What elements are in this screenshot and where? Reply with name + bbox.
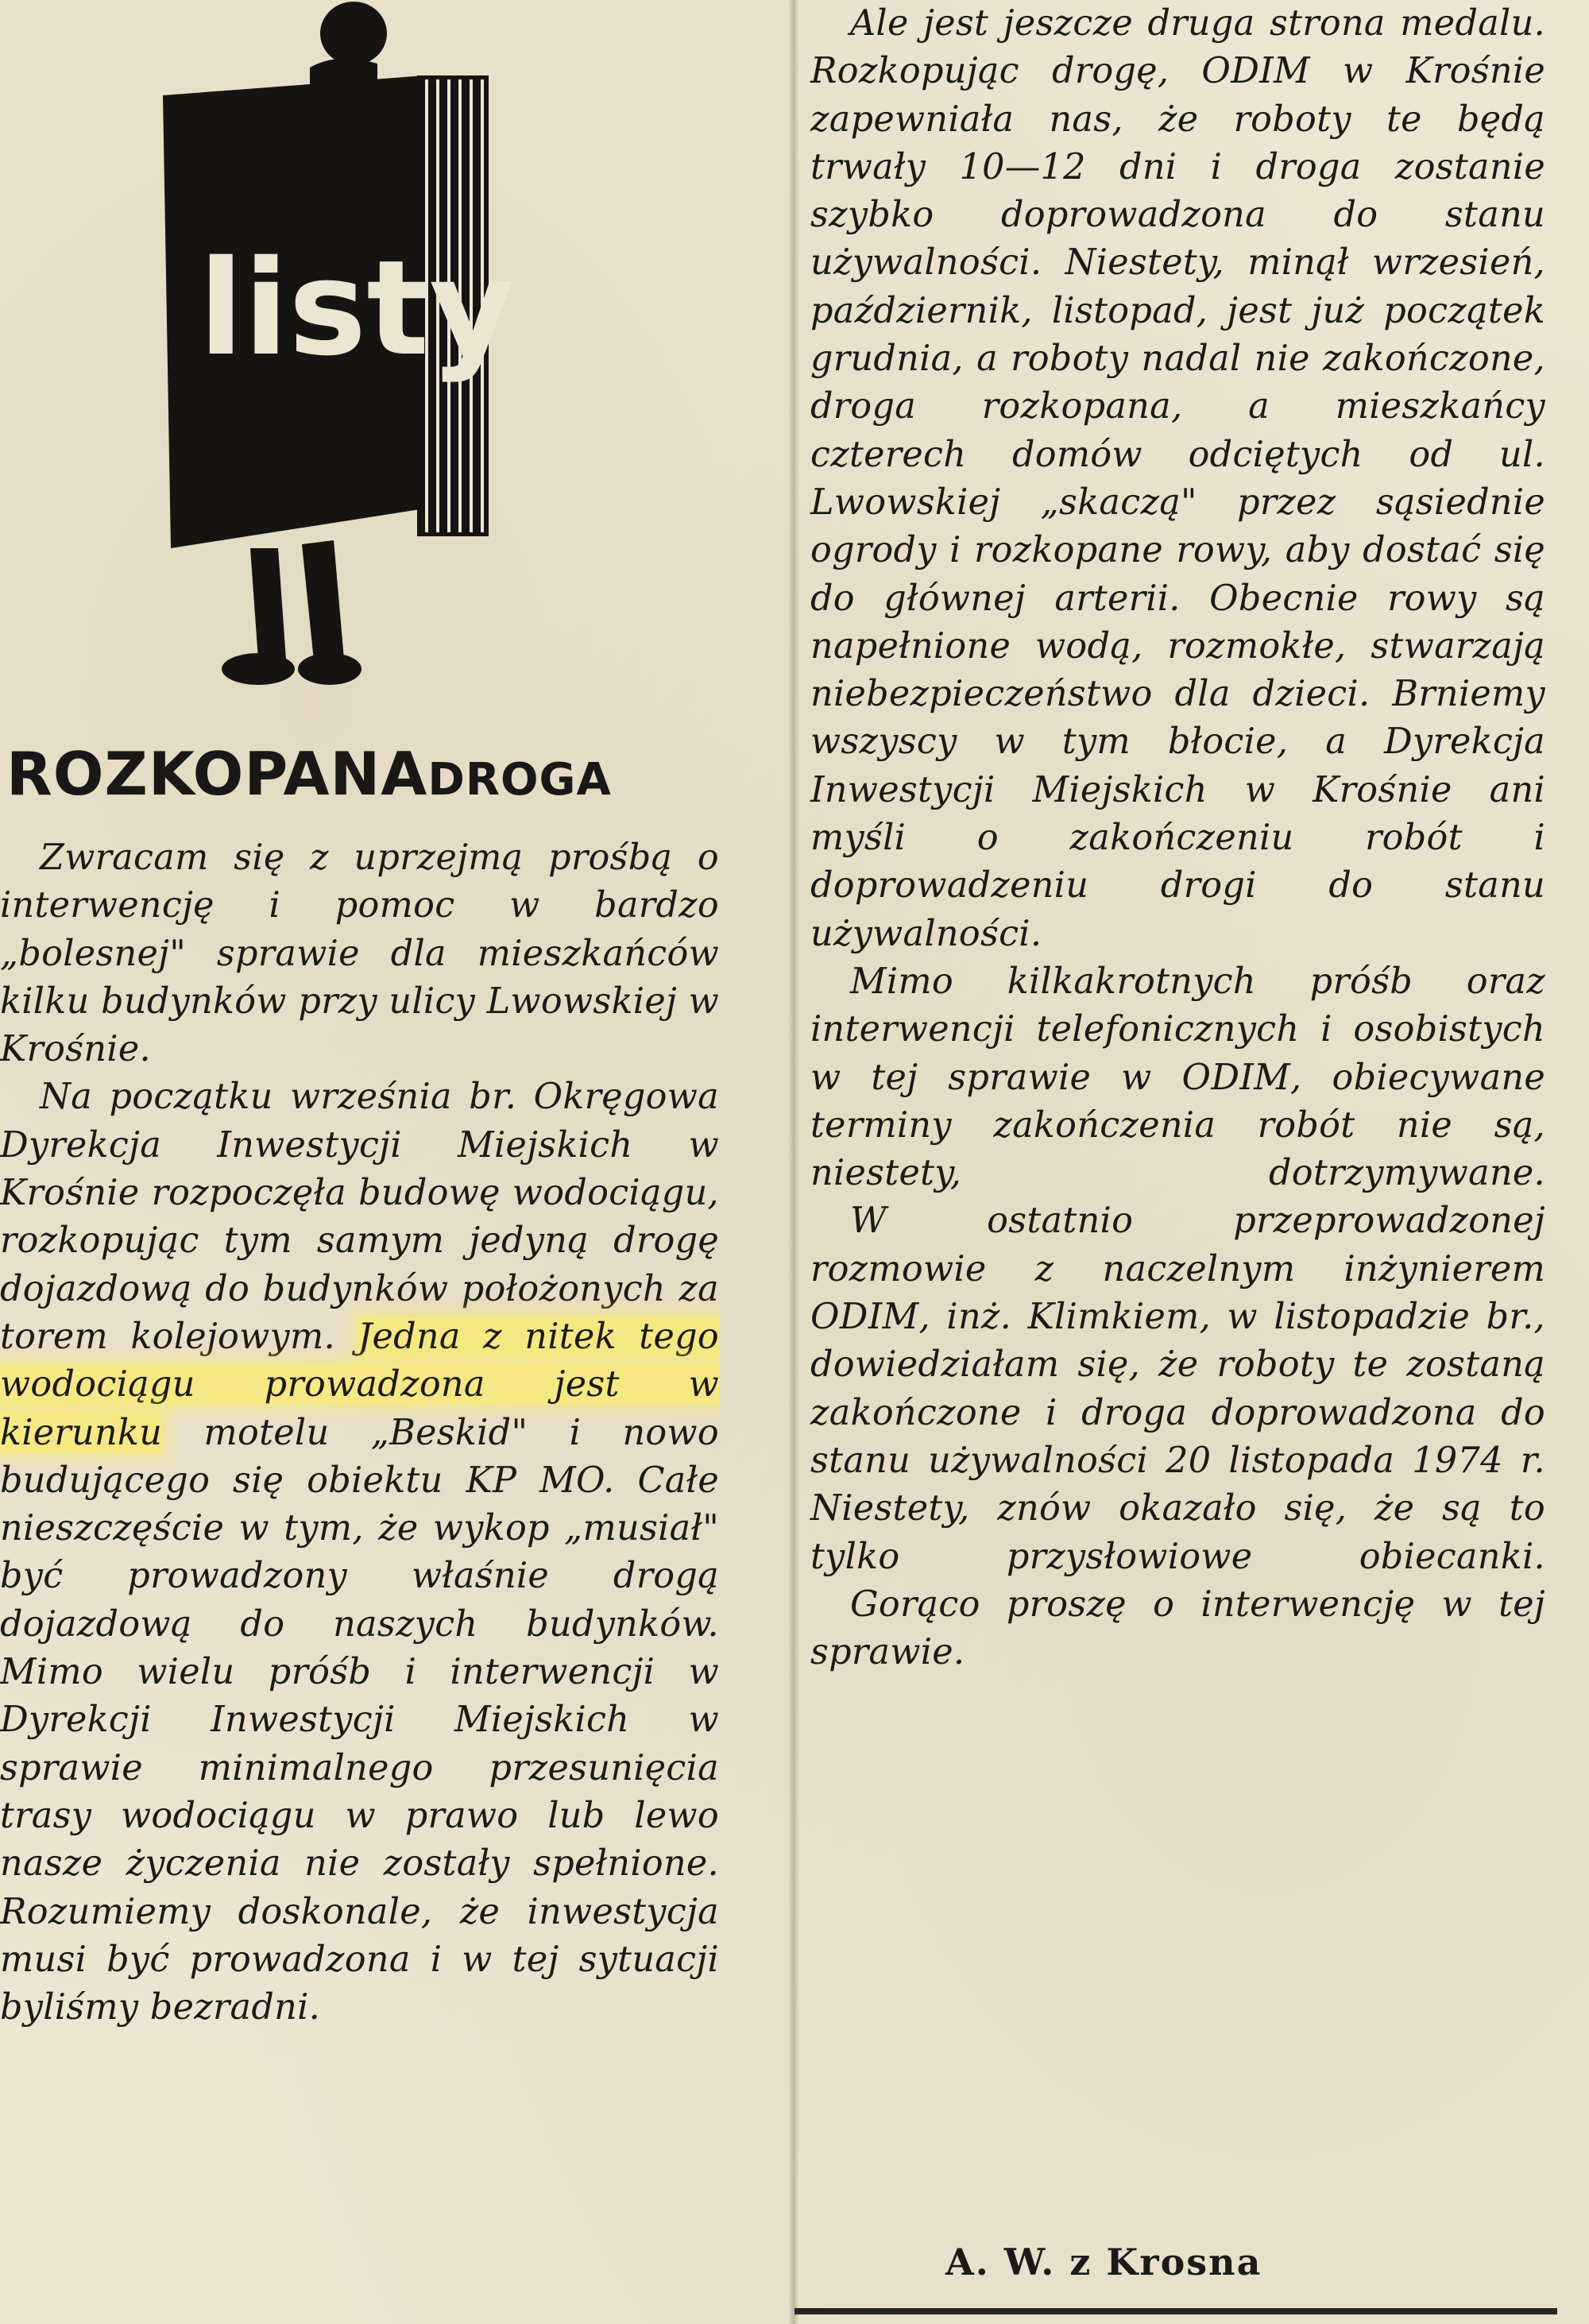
right-paragraph-2: Mimo kilkakrotnych próśb oraz interwencji telefonicznych i osobistych w tej sprawie w ODIM, obiecywane terminy zakończenia robót nie są, niestety, dotrzymywane. bbox=[810, 961, 1545, 1194]
right-paragraph-4: Gorąco proszę o interwencję w tej sprawie. bbox=[810, 1583, 1545, 1673]
listy-logo bbox=[139, 0, 640, 691]
signature: A. W. z Krosna bbox=[945, 2241, 1262, 2283]
right-paragraph-3: W ostatnio przeprowadzonej rozmowie z naczelnym inżynierem ODIM, inż. Klimkiem, w listopadzie br., dowiedziałam się, że roboty te zostaną zakończone i droga doprowadzona do stanu używalności 20 listopada 1974 r. Niestety, znów okazało się, że są to tylko przysłowiowe obiecanki. bbox=[810, 1201, 1545, 1577]
logo-word: listy bbox=[199, 232, 515, 385]
bottom-rule bbox=[794, 2308, 1557, 2314]
left-paragraph-1: Zwracam się z uprzejmą prośbą o interwencję i pomoc w bardzo „bolesnej" sprawie dla mieszkańców kilku budynków przy ulicy Lwowskiej w Krośnie. bbox=[0, 837, 719, 1070]
article-headline: ROZKOPANADROGA bbox=[6, 739, 612, 809]
right-paragraph-1: Ale jest jeszcze druga strona medalu. Rozkopując drogę, ODIM w Krośnie zapewniała nas, że roboty te będą trwały 10—12 dni i droga zostanie szybko doprowadzona do stanu używalności. Niestety, minął wrzesień, październik, listopad, jest już początek grudnia, a roboty nadal nie zakończone, droga rozkopana, a mieszkańcy czterech domów odciętych od ul. Lwowskiej „skaczą" przez sąsiednie ogrody i rozkopane rowy, aby dostać się do głównej arterii. Obecnie rowy są napełnione wodą, rozmokłe, stwarzają niebezpieczeństwo dla dzieci. Brniemy wszyscy w tym błocie, a Dyrekcja Inwestycji Miejskich w Krośnie ani myśli o zakończeniu robót i doprowadzeniu drogi do stanu używalności. bbox=[810, 3, 1545, 954]
right-column bbox=[810, 0, 1545, 1676]
highlighted-text: Jedna z nitek tego wodociągu prowadzona jest w kierunku bbox=[0, 1316, 719, 1453]
left-paragraph-2: Na początku września br. Okręgowa Dyrekcja Inwestycji Miejskich w Krośnie rozpoczęła budowę wodociągu, rozkopując tym samym jedyną drogę dojazdową do budynków położonych za torem kolejowym. Jedna z nitek tego wodociągu prowadzona jest w kierunku motelu „Beskid" i nowo budującego się obiektu KP MO. Całe nieszczęście w tym, że wykop „musiał" być prowadzony właśnie drogą dojazdową do naszych budynków. Mimo wielu próśb i interwencji w Dyrekcji Inwestycji Miejskich w sprawie minimalnego przesunięcia trasy wodociągu w prawo lub lewo nasze życzenia nie zostały spełnione. Rozumiemy doskonale, że inwestycja musi być prowadzona i w tej sytuacji byliśmy bezradni. bbox=[0, 1077, 719, 2028]
left-column bbox=[0, 834, 719, 2032]
logo-head bbox=[320, 2, 387, 65]
column-fold bbox=[788, 0, 799, 2324]
